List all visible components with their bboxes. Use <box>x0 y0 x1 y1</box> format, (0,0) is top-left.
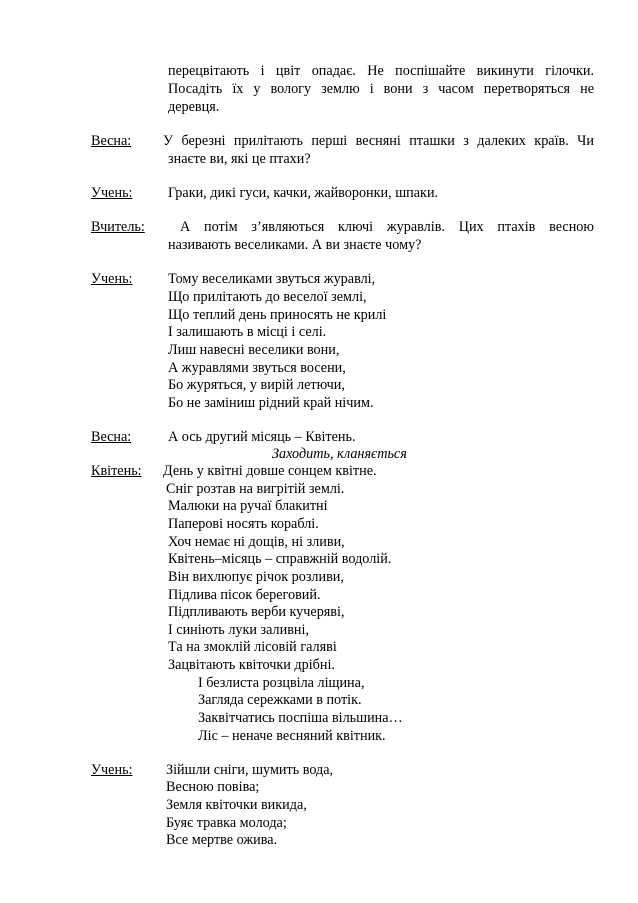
poem-line: Паперові носять кораблі. <box>168 516 319 532</box>
poem-line: Зацвітають квіточки дрібні. <box>168 657 335 673</box>
poem-line-indented: Заквітчатись поспіша вільшина… <box>198 710 403 726</box>
poem-line-indented: І безлиста розцвіла ліщина, <box>198 675 365 691</box>
speaker-label: Учень: <box>91 185 133 201</box>
stage-direction: Заходить, кланяється <box>272 446 407 462</box>
dialogue-line: Граки, дикі гуси, качки, жайворонки, шпаки. <box>168 185 439 201</box>
speaker-label: Учень: <box>91 762 133 778</box>
poem-line: Земля квіточки викида, <box>166 797 307 813</box>
poem-line: Малюки на ручаї блакитні <box>168 498 328 514</box>
intro-line: перецвітають і цвіт опадає. Не поспішайте викинути гілочки. <box>168 63 594 79</box>
poem-line: Він вихлюпує річок розливи, <box>168 569 344 585</box>
speaker-label: Вчитель: <box>91 219 145 235</box>
poem-line: Тому веселиками звуться журавлі, <box>168 271 376 287</box>
poem-line: Буяє травка молода; <box>166 815 287 831</box>
intro-line: деревця. <box>168 99 220 115</box>
poem-line: Весною повіва; <box>166 779 260 795</box>
poem-line: Все мертве ожива. <box>166 832 278 848</box>
speaker-label: Весна: <box>91 133 132 149</box>
poem-line: А журавлями звуться восени, <box>168 360 346 376</box>
poem-line: Та на змоклій лісовій галяві <box>168 639 337 655</box>
dialogue-line: У березні прилітають перші весняні пташки з далеких країв. Чи <box>163 133 594 149</box>
poem-line: Що прилітають до веселої землі, <box>168 289 367 305</box>
dialogue-line: А ось другий місяць – Квітень. <box>168 429 356 445</box>
poem-line-indented: Ліс – неначе весняний квітник. <box>198 728 386 744</box>
poem-line: Хоч немає ні дощів, ні зливи, <box>168 534 345 550</box>
poem-line: Квітень–місяць – справжній водолій. <box>168 551 392 567</box>
poem-line: Сніг розтав на вигрітій землі. <box>166 481 345 497</box>
dialogue-line: знаєте ви, які це птахи? <box>168 151 311 167</box>
poem-line: І залишають в місці і селі. <box>168 324 327 340</box>
poem-line: Підлива пісок береговий. <box>168 587 321 603</box>
poem-line: Підпливають верби кучеряві, <box>168 604 345 620</box>
poem-line: Зійшли сніги, шумить вода, <box>166 762 334 778</box>
poem-line: День у квітні довше сонцем квітне. <box>163 463 377 479</box>
poem-line: І синіють луки заливні, <box>168 622 310 638</box>
speaker-label: Квітень: <box>91 463 142 479</box>
dialogue-line: А потім з’являються ключі журавлів. Цих птахів весною <box>180 219 594 235</box>
intro-line: Посадіть їх у вологу землю і вони з часом перетворяться не <box>168 81 594 97</box>
speaker-label: Учень: <box>91 271 133 287</box>
poem-line: Що теплий день приносять не крилі <box>168 307 387 323</box>
poem-line-indented: Загляда сережками в потік. <box>198 692 362 708</box>
poem-line: Бо журяться, у вирій летючи, <box>168 377 345 393</box>
speaker-label: Весна: <box>91 429 132 445</box>
dialogue-line: називають веселиками. А ви знаєте чому? <box>168 237 422 253</box>
poem-line: Лиш навесні веселики вони, <box>168 342 340 358</box>
poem-line: Бо не заміниш рідний край нічим. <box>168 395 374 411</box>
